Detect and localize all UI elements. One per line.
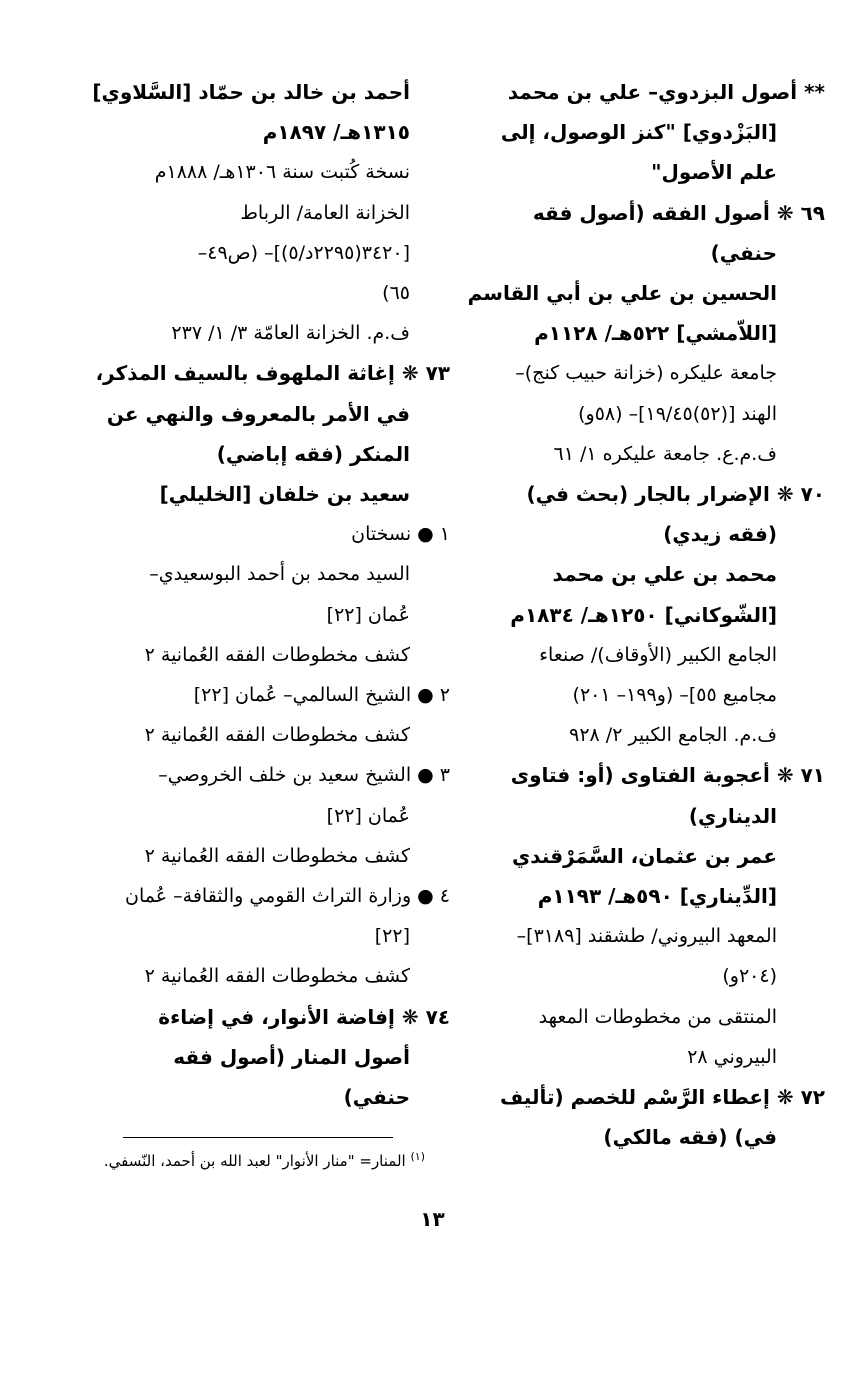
- entry-author: محمد بن علي بن محمد: [552, 562, 777, 587]
- entry-catalog-ref: البيروني ٢٨: [687, 1045, 777, 1068]
- entry-catalog-ref: كشف مخطوطات الفقه العُمانية ٢: [144, 965, 410, 988]
- footnote-text: المنار= "منار الأنوار" لعبد الله بن أحمد، النّسفي.: [103, 1152, 406, 1170]
- copy-item: ٢ ● الشيخ السالمي– عُمان [٢٢]: [193, 684, 450, 707]
- entry-location: ٦٥): [382, 282, 410, 305]
- entry-74-heading: ٧٤ ❋ إفاضة الأنوار، في إضاءة: [158, 1004, 450, 1029]
- entry-catalog-ref: كشف مخطوطات الفقه العُمانية ٢: [144, 844, 410, 867]
- entry-title-line: أصول المنار (أصول فقه: [173, 1044, 410, 1069]
- entry-title-line: [البَزْدوي] "كنز الوصول، إلى: [500, 120, 777, 145]
- entry-title-line: في الأمر بالمعروف والنهي عن: [106, 401, 410, 426]
- entry-author: أحمد بن خالد بن حمّاد [السَّلاوي]: [92, 80, 410, 104]
- entry-author: الحسين بن علي بن أبي القاسم: [467, 281, 777, 306]
- copy-item: ٣ ● الشيخ سعيد بن خلف الخروصي–: [158, 764, 450, 787]
- entry-location: الجامع الكبير (الأوقاف)/ صنعاء: [539, 643, 777, 666]
- footnote-marker: (١): [410, 1150, 425, 1163]
- entry-70-heading: ٧٠ ❋ الإضرار بالجار (بحث في): [526, 482, 825, 507]
- entry-location: عُمان [٢٢]: [326, 804, 410, 827]
- entry-subject: حنفي): [343, 1085, 410, 1110]
- entry-73-heading: ٧٣ ❋ إغاثة الملهوف بالسيف المذكر،: [95, 361, 450, 386]
- entry-location: جامعة عليكره (خزانة حبيب كنج)–: [515, 362, 777, 385]
- footnote: [104, 1150, 425, 1170]
- entry-location: عُمان [٢٢]: [326, 603, 410, 626]
- entry-location: [٢٢]: [374, 925, 410, 948]
- entry-catalog-ref: كشف مخطوطات الفقه العُمانية ٢: [144, 643, 410, 666]
- entry-location: المعهد البيروني/ طشقند [٣١٨٩]–: [516, 925, 777, 948]
- entry-author-dates: [الشّوكاني] ١٢٥٠هـ/ ١٨٣٤م: [510, 602, 777, 627]
- entry-location: الخزانة العامة/ الرباط: [240, 201, 410, 224]
- left-column: [80, 72, 450, 1117]
- entry-location: (٢٠٤و): [722, 965, 777, 988]
- entry-copy-note: نسخة كُتبت سنة ١٣٠٦هـ/ ١٨٨٨م: [154, 161, 410, 184]
- entry-location: مجاميع ٥٥]– (و١٩٩– ٢٠١): [572, 684, 777, 707]
- entry-subject: حنفي): [710, 240, 777, 265]
- entry-title-line: المنكر (فقه إباضي): [216, 441, 410, 466]
- entry-catalog-ref: كشف مخطوطات الفقه العُمانية ٢: [144, 724, 410, 747]
- entry-69-heading: ٦٩ ❋ أصول الفقه (أصول فقه: [532, 200, 825, 225]
- entry-71-heading: ٧١ ❋ أعجوبة الفتاوى (أو: فتاوى: [510, 763, 825, 788]
- entry-author-dates: ١٣١٥هـ/ ١٨٩٧م: [262, 120, 410, 145]
- entry-catalog-ref: ف.م. الخزانة العامّة ٣/ ١/ ٢٣٧: [171, 322, 410, 345]
- entry-subject: (فقه زيدي): [663, 522, 777, 547]
- right-column: [445, 72, 825, 1157]
- entry-author-dates: [اللاّمشي] ٥٢٢هـ/ ١١٢٨م: [534, 321, 777, 346]
- entry-catalog-ref: ف.م.ع. جامعة عليكره ١/ ٦١: [553, 442, 777, 465]
- entry-72-heading: ٧٢ ❋ إعطاء الرَّسْم للخصم (تأليف: [499, 1085, 825, 1110]
- entry-heading: ** أصول البزدوي– علي بن محمد: [507, 80, 825, 104]
- copy-item: ٤ ● وزارة التراث القومي والثقافة– عُمان: [125, 885, 450, 908]
- entry-location: السيد محمد بن أحمد البوسعيدي–: [149, 563, 410, 586]
- entry-title-line: الديناري): [688, 803, 777, 828]
- entry-location: [٣٤٢٠(٢٢٩٥د/٥)]– (ص٤٩–: [197, 241, 410, 264]
- entry-catalog-ref: ف.م. الجامع الكبير ٢/ ٩٢٨: [569, 724, 777, 747]
- entry-catalog-ref: المنتقى من مخطوطات المعهد: [538, 1005, 777, 1028]
- entry-author: عمر بن عثمان، السَّمَرْقندي: [511, 843, 777, 868]
- page-number: ١٣: [420, 1207, 445, 1231]
- entry-author: سعيد بن خلفان [الخليلي]: [159, 482, 410, 507]
- footnote-separator: [123, 1137, 393, 1138]
- copy-item: ١ ● نسختان: [351, 523, 450, 546]
- entry-subject: في) (فقه مالكي): [603, 1125, 777, 1150]
- entry-location: الهند [(٥٢)١٩/٤٥]– (٥٨و): [578, 402, 777, 425]
- entry-title-line: علم الأصول": [651, 160, 777, 185]
- entry-author-dates: [الدِّيناري] ٥٩٠هـ/ ١١٩٣م: [537, 884, 777, 909]
